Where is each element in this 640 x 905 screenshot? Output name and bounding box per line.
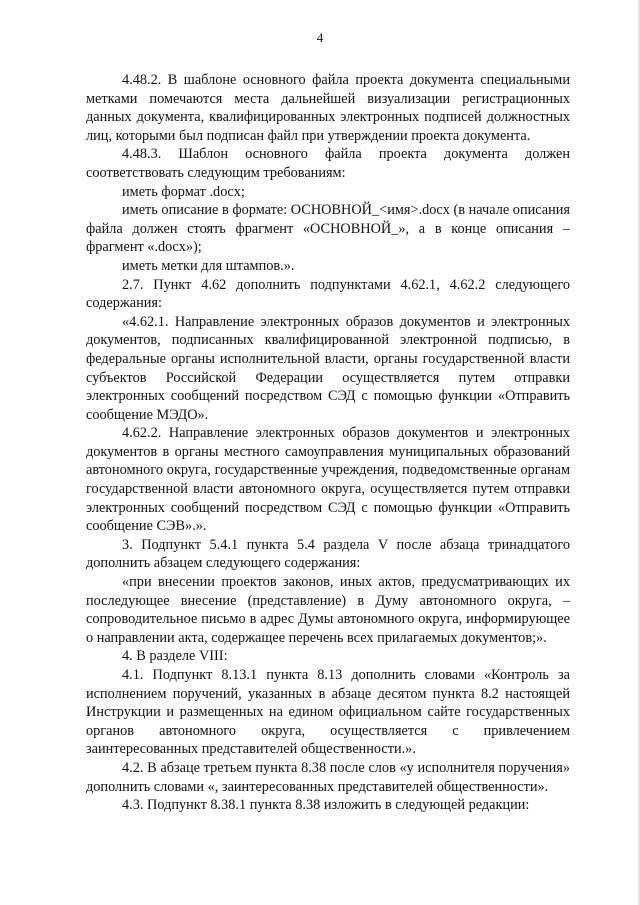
- page-number: 4: [316, 30, 324, 45]
- paragraph-4-48-3: 4.48.3. Шаблон основного файла проекта документа должен соответствовать следующим требованиям:: [86, 146, 570, 181]
- paragraph-stamp-marks: иметь метки для штампов.».: [122, 257, 295, 274]
- paragraph-4-3: 4.3. Подпункт 8.38.1 пункта 8.38 изложить в следующей редакции:: [122, 797, 530, 814]
- paragraph-4-1: 4.1. Подпункт 8.13.1 пункта 8.13 дополнить словами «Контроль за исполнением поручений, указанных в абзаце десятом пункта 8.2 настоящей Инструкции и размещенных на едином официальном сайте государственных органов автономного округа, осуществляется с привлечением заинтересованных представителей общественности.».: [86, 667, 570, 758]
- paragraph-laws-submission: «при внесении проектов законов, иных актов, предусматривающих их последующее внесение (представление) в Думу автономного округа, – сопроводительное письмо в адрес Думы автономного округа, информирующее о направлении акта, содержащее перечень всех прилагаемых документов;».: [86, 574, 570, 646]
- paragraph-4-2: 4.2. В абзаце третьем пункта 8.38 после слов «у исполнителя поручения» дополнить словами «, заинтересованных представителей общественности».: [86, 759, 570, 795]
- paragraph-4-62-1: «4.62.1. Направление электронных образов документов и электронных документов, подписанных квалифицированной электронной подписью, в федеральные органы исполнительной власти, органы государственной власти субъектов Российской Федерации осуществляется путем отправки электронных сообщений посредством СЭД с помощью функции «Отправить сообщение МЭДО».: [86, 313, 570, 423]
- paragraph-format-docx: иметь формат .docx;: [122, 183, 245, 200]
- paragraph-4-62-2: 4.62.2. Направление электронных образов документов и электронных документов в органы местного самоуправления муниципальных образований автономного округа, государственные учреждения, подведомственные органам государственной власти автономного округа, осуществляется путем отправки электронных сообщений посредством СЭД с помощью функции «Отправить сообщение СЭВ».».: [86, 425, 570, 535]
- paragraph-description-format: иметь описание в формате: ОСНОВНОЙ_<имя>.docx (в начале описания файла должен стоять фрагмент «ОСНОВНОЙ_», а в конце описания – фрагмент «.docx»);: [86, 202, 570, 256]
- paragraph-4-48-2: 4.48.2. В шаблоне основного файла проекта документа специальными метками помечаются места дальнейшей визуализации регистрационных данных документа, квалифицированных электронных подписей должностных лиц, которыми был подписан файл при утверждении проекта документа.: [86, 72, 570, 144]
- document-body: [86, 71, 570, 815]
- paragraph-3: 3. Подпункт 5.4.1 пункта 5.4 раздела V после абзаца тринадцатого дополнить абзацем следующего содержания:: [86, 536, 570, 572]
- paragraph-2-7: 2.7. Пункт 4.62 дополнить подпунктами 4.62.1, 4.62.2 следующего содержания:: [86, 276, 570, 312]
- paragraph-4-section-viii: 4. В разделе VIII:: [122, 648, 228, 665]
